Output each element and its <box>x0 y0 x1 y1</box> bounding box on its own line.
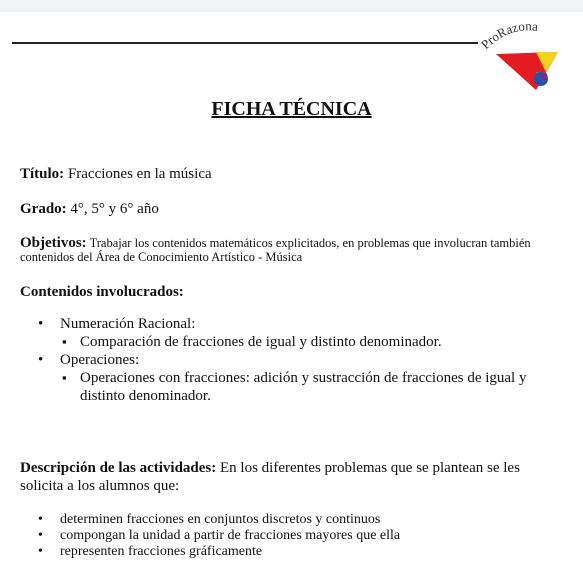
prorazona-logo <box>478 16 566 98</box>
header-rule <box>12 42 478 44</box>
grado-value: 4°, 5° y 6° año <box>70 201 159 217</box>
objetivos-value: Trabajar los contenidos matemáticos explicitados, en problemas que involucran también contenidos del Área de Conocimiento Artístico - Música <box>20 236 531 264</box>
descripcion-text: En los diferentes problemas que se plantean se les solicita a los alumnos que: <box>20 460 520 494</box>
list-item: • representen fracciones gráficamente <box>20 544 560 560</box>
page-title: FICHA TÉCNICA <box>211 98 372 120</box>
actividades-list <box>20 512 560 560</box>
titulo-value: Fracciones en la música <box>67 166 212 182</box>
document-page <box>0 12 583 575</box>
objetivos-block <box>20 236 560 264</box>
contenido-sub: Operaciones con fracciones: adición y sustracción de fracciones de igual y distinto denominador. <box>80 370 527 404</box>
contenido-label: Numeración Racional: <box>60 316 196 332</box>
list-item: • compongan la unidad a partir de fracciones mayores que ella <box>20 528 560 544</box>
list-item: • determinen fracciones en conjuntos discretos y continuos <box>20 512 560 528</box>
grado-row <box>20 201 159 218</box>
logo-text: ProRazona <box>478 18 539 53</box>
contenidos-list <box>20 315 560 405</box>
contenido-label: Operaciones: <box>60 352 140 368</box>
titulo-row <box>20 166 212 183</box>
contenido-sub: Comparación de fracciones de igual y distinto denominador. <box>80 334 442 350</box>
descripcion-block <box>20 459 565 495</box>
list-item <box>60 369 560 405</box>
contenidos-heading: Contenidos involucrados: <box>20 284 184 300</box>
list-item <box>60 333 560 351</box>
grado-label: Grado: <box>20 201 67 217</box>
list-item <box>20 315 560 351</box>
descripcion-label: Descripción de las actividades: <box>20 460 217 476</box>
objetivos-label: Objetivos: <box>20 235 87 251</box>
list-item <box>20 351 560 405</box>
titulo-label: Título: <box>20 166 65 182</box>
